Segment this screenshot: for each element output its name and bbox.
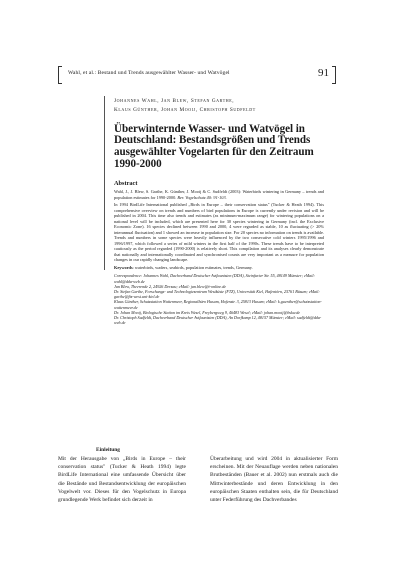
intro-heading: Einleitung — [96, 447, 120, 453]
author-line: Johannes Wahl, Jan Blew, Stefan Garthe, — [114, 98, 235, 104]
running-head-bar — [58, 66, 336, 84]
left-bracket — [58, 66, 62, 84]
citation — [114, 189, 324, 200]
address-entry: Dr. Johan Mooij, Biologische Station im Kreis Wesel, Freybergweg 9, 46483 Wesel; eMail: johan.mooij@bskw.de — [114, 309, 301, 315]
address-entry: Klaus Günther, Schutzstation Wattenmeer, Regionalbüro Husum, Hafenstr. 3, 25813 Husum; eMail: k.guenther@schutzstation-wattenmeer.de — [114, 299, 322, 310]
address-entry: Dr. Stefan Garthe, Forschungs- und Technologiezentrum Westküste (FTZ), Universität Kiel, Hafentörn, 25761 Büsum; eMail: garthe@ftz-west.uni-kiel.de — [114, 289, 320, 300]
abstract-text: In 1994 BirdLife International published „Birds in Europe – their conservation status" (Tucker & Heath 1994). This comprehensive overview on trends and numbers of bird populations in Europe is currently under revision and will be published in 2004. This time also trends and estimates (as minimum-maximum range) for wintering populations on a national level will be included, which are presented here for 30 species wintering in Germany (incl. the Exclusive Economic Zone). 16 species declined between 1990 and 2000, 4 were regarded as stable, 10 as fluctuating (> 20% interannual fluctuation) and 1 showed an increase in population size. For 20 species no information on trends is available. Trends and numbers in some species were heavily influenced by the two consecutive cold winters 1995/1996 and 1996/1997, which followed a series of mild winters in the first half of the 1990s. These trends have to be interpreted cautiously as the period regarded (1990-2000) is relatively short. This compilation and its analyses clearly demonstrate that nationally and internationally coordinated and synchronised counts are very important as a measure for population changes in our rapidly changing landscape. — [114, 202, 324, 263]
citation-text: Wahl, J., J. Blew, S. Garthe, K. Günther, J. Mooij & C. Sudfeldt (2003): Waterbirds wintering in Germany – trends and population estimates for 1990-2000. — [114, 189, 324, 200]
side-rule — [104, 96, 105, 270]
intro-right-column: Überarbeitung und wird 2004 in aktualisierter Form erscheinen. Mit der Neuauflage werden neben nationalen Brutbeständen (Bauer et al. 2002) nun erstmals auch die Mittwinterbestände und deren Entwicklung in den europäischen Staaten enthalten sein, die für Deutschland unter Federführung des Dachverbandes — [210, 456, 338, 504]
author-addresses — [114, 273, 324, 325]
page-number: 91 — [318, 67, 329, 79]
right-bracket — [332, 66, 336, 84]
address-entry: Jan Blew, Theerende 2, 24926 Derzau; eMail: jan.blew@t-online.de — [114, 283, 227, 289]
author-line: Klaus Günther, Johan Mooij, Christoph Sudfeldt — [114, 107, 256, 114]
intro-left-column: Mit der Herausgabe von „Birds in Europe – their conservation status" (Tucker & Heath 1994) legte BirdLife International eine umfassende Übersicht über die Bestände und Bestandsentwicklung der europäischen Vogelwelt vor. Dieses für den Vogelschutz in Europa grundlegende Werk befindet sich derzeit in — [58, 456, 186, 504]
keywords-label: Keywords — [114, 265, 133, 271]
keywords-text: : waterbirds, waders, seabirds, population estimates, trends, Germany. — [132, 265, 253, 271]
abstract-heading: Abstract — [114, 180, 138, 188]
running-head: Wahl, et al.: Bestand und Trends ausgewählter Wasser- und Watvögel — [68, 70, 230, 76]
address-entry: Dr. Christoph Sudfeldt, Dachverband Deutscher Avifaunisten (DDA), An Dorfkamp 12, 48157 Münster; eMail: sudfeldt@dda-web.de — [114, 315, 322, 326]
address-entry: Correspondence: Johannes Wahl, Dachverband Deutscher Avifaunisten (DDA), Steinfurter Str. 55, 48149 Münster; eMail: wahl@dda-web.de — [114, 273, 315, 284]
keywords — [114, 265, 324, 270]
citation-journal: Ber. Vogelschutz 40: 91-103. — [177, 194, 227, 200]
author-list — [114, 97, 324, 116]
article-title: Überwinternde Wasser- und Watvögel in Deutschland: Bestandsgrößen und Trends ausgewählter Vogelarten für den Zeitraum 1990-2000 — [114, 122, 314, 170]
article-block — [114, 97, 324, 325]
